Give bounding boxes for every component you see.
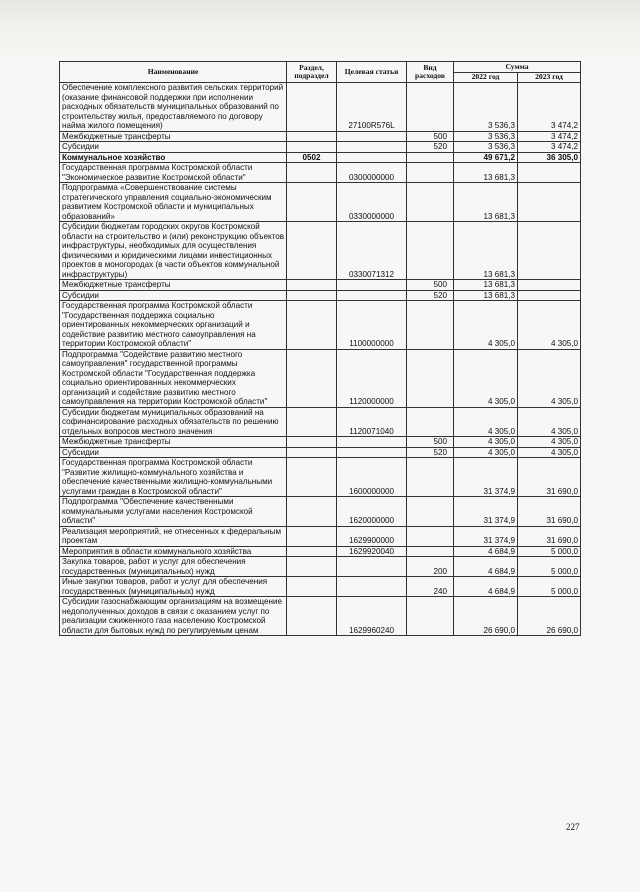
header-name: Наименование: [60, 62, 287, 83]
cell-section: [287, 557, 337, 577]
cell-section: [287, 458, 337, 497]
cell-name: Иные закупки товаров, работ и услуг для обеспечения государственных (муниципальных) нужд: [60, 577, 287, 597]
cell-target: [337, 152, 407, 163]
cell-2022: 13 681,3: [454, 163, 518, 183]
table-row: [60, 526, 581, 546]
header-expense: Вид расходов: [407, 62, 454, 83]
header-year-2023: 2023 год: [518, 73, 581, 83]
table-row: [60, 577, 581, 597]
cell-2023: 4 305,0: [518, 437, 581, 448]
cell-2023: 4 305,0: [518, 447, 581, 458]
header-year-2022: 2022 год: [454, 73, 518, 83]
cell-name: Государственная программа Костромской области "Развитие жилищно-коммунального хозяйства и обеспечение качественными жилищно-коммунальными услугами граждан в Костромской области": [60, 458, 287, 497]
cell-expense: [407, 497, 454, 527]
cell-name: Субсидии газоснабжающим организациям на возмещение недополученных доходов в связи с оказанием услуг по реализации сжиженного газа населению Костромской области для бытовых нужд по регулируемым ценам: [60, 597, 287, 636]
cell-target: 1120000000: [337, 349, 407, 407]
cell-name: Подпрограмма "Содействие развитию местного самоуправления" государственной программы Костромской области "Государственная поддержка социально ориентированных некоммерческих организаций и содействие развитию местного самоуправления на территории Костромской области": [60, 349, 287, 407]
cell-2023: 4 305,0: [518, 349, 581, 407]
cell-2023: 3 474,2: [518, 83, 581, 132]
cell-section: [287, 183, 337, 222]
cell-2022: 31 374,9: [454, 526, 518, 546]
cell-section: [287, 301, 337, 350]
cell-section: [287, 497, 337, 527]
table-row: [60, 290, 581, 301]
cell-target: 1100000000: [337, 301, 407, 350]
cell-section: [287, 577, 337, 597]
cell-expense: [407, 222, 454, 280]
cell-target: 0300000000: [337, 163, 407, 183]
cell-section: [287, 131, 337, 142]
cell-name: Субсидии: [60, 290, 287, 301]
cell-target: 27100R576L: [337, 83, 407, 132]
scan-shadow: [0, 0, 640, 60]
cell-expense: [407, 597, 454, 636]
cell-expense: [407, 152, 454, 163]
cell-name: Субсидии бюджетам муниципальных образований на софинансирование расходных обязательств по решению отдельных вопросов местного значения: [60, 407, 287, 437]
cell-section: [287, 407, 337, 437]
cell-section: [287, 526, 337, 546]
cell-2023: 4 305,0: [518, 407, 581, 437]
table-row: [60, 280, 581, 291]
budget-table: [59, 61, 581, 636]
cell-2022: 31 374,9: [454, 458, 518, 497]
cell-target: 1629900000: [337, 526, 407, 546]
cell-2023: 3 474,2: [518, 131, 581, 142]
cell-section: [287, 163, 337, 183]
cell-2022: 4 684,9: [454, 557, 518, 577]
cell-target: 1629960240: [337, 597, 407, 636]
table-body: [60, 83, 581, 636]
cell-2022: 4 305,0: [454, 437, 518, 448]
cell-name: Коммунальное хозяйство: [60, 152, 287, 163]
cell-2023: 31 690,0: [518, 526, 581, 546]
cell-target: [337, 131, 407, 142]
cell-target: 1600000000: [337, 458, 407, 497]
table-row: [60, 437, 581, 448]
cell-name: Межбюджетные трансферты: [60, 131, 287, 142]
cell-target: 1120071040: [337, 407, 407, 437]
table-row: [60, 407, 581, 437]
cell-target: [337, 142, 407, 153]
cell-expense: [407, 526, 454, 546]
cell-expense: [407, 183, 454, 222]
cell-section: [287, 546, 337, 557]
cell-2022: 13 681,3: [454, 280, 518, 291]
header-target: Целевая статья: [337, 62, 407, 83]
cell-2022: 4 305,0: [454, 447, 518, 458]
cell-2023: [518, 290, 581, 301]
cell-2022: 3 536,3: [454, 131, 518, 142]
cell-2022: 13 681,3: [454, 290, 518, 301]
cell-expense: [407, 349, 454, 407]
cell-name: Подпрограмма «Совершенствование системы стратегического управления социально-экономическим развитием Костромской области и муниципальных образований»: [60, 183, 287, 222]
cell-expense: 520: [407, 142, 454, 153]
cell-target: [337, 577, 407, 597]
cell-expense: 500: [407, 280, 454, 291]
cell-2022: 31 374,9: [454, 497, 518, 527]
cell-name: Мероприятия в области коммунального хозяйства: [60, 546, 287, 557]
table-row: [60, 183, 581, 222]
cell-target: 1629920040: [337, 546, 407, 557]
cell-2022: 26 690,0: [454, 597, 518, 636]
cell-name: Субсидии: [60, 447, 287, 458]
page-number: 227: [566, 822, 580, 832]
cell-2022: 49 671,2: [454, 152, 518, 163]
cell-2022: 4 684,9: [454, 546, 518, 557]
cell-2023: 5 000,0: [518, 557, 581, 577]
table-row: [60, 301, 581, 350]
table-row: [60, 83, 581, 132]
table-row: [60, 557, 581, 577]
cell-2022: 3 536,3: [454, 142, 518, 153]
header-section: Раздел, подраздел: [287, 62, 337, 83]
header-sum: Сумма: [454, 62, 581, 73]
cell-2023: 4 305,0: [518, 301, 581, 350]
cell-name: Обеспечение комплексного развития сельских территорий (оказание финансовой поддержки при исполнении расходных обязательств муниципальных образований по строительству жилья, предоставляемого по договору найма жилого помещения): [60, 83, 287, 132]
cell-2023: 31 690,0: [518, 497, 581, 527]
table-row: [60, 222, 581, 280]
cell-section: [287, 437, 337, 448]
cell-name: Межбюджетные трансферты: [60, 437, 287, 448]
table-row: [60, 546, 581, 557]
table-row: [60, 447, 581, 458]
cell-target: 0330071312: [337, 222, 407, 280]
cell-section: [287, 447, 337, 458]
cell-expense: [407, 458, 454, 497]
cell-section: [287, 142, 337, 153]
cell-name: Субсидии: [60, 142, 287, 153]
cell-2023: [518, 163, 581, 183]
cell-2022: 3 536,3: [454, 83, 518, 132]
cell-name: Реализация мероприятий, не отнесенных к федеральным проектам: [60, 526, 287, 546]
cell-2023: 5 000,0: [518, 577, 581, 597]
cell-2022: 4 305,0: [454, 349, 518, 407]
cell-2022: 4 684,9: [454, 577, 518, 597]
cell-expense: [407, 546, 454, 557]
cell-target: 0330000000: [337, 183, 407, 222]
table-row: [60, 142, 581, 153]
cell-expense: [407, 301, 454, 350]
cell-expense: 240: [407, 577, 454, 597]
cell-2022: 13 681,3: [454, 183, 518, 222]
table-row: [60, 152, 581, 163]
cell-expense: 500: [407, 131, 454, 142]
cell-2022: 4 305,0: [454, 407, 518, 437]
cell-name: Межбюджетные трансферты: [60, 280, 287, 291]
cell-2022: 13 681,3: [454, 222, 518, 280]
cell-section: [287, 83, 337, 132]
cell-2023: 26 690,0: [518, 597, 581, 636]
table-row: [60, 131, 581, 142]
table-row: [60, 349, 581, 407]
cell-expense: [407, 83, 454, 132]
cell-expense: [407, 407, 454, 437]
cell-target: [337, 447, 407, 458]
cell-target: [337, 557, 407, 577]
table-row: [60, 497, 581, 527]
cell-target: 1620000000: [337, 497, 407, 527]
table-row: [60, 458, 581, 497]
cell-target: [337, 290, 407, 301]
cell-section: [287, 222, 337, 280]
cell-target: [337, 280, 407, 291]
cell-2022: 4 305,0: [454, 301, 518, 350]
cell-section: [287, 290, 337, 301]
cell-section: [287, 597, 337, 636]
cell-2023: [518, 280, 581, 291]
cell-section: [287, 349, 337, 407]
cell-2023: 36 305,0: [518, 152, 581, 163]
table-row: [60, 597, 581, 636]
cell-2023: 3 474,2: [518, 142, 581, 153]
cell-2023: [518, 222, 581, 280]
cell-expense: [407, 163, 454, 183]
cell-name: Государственная программа Костромской области "Государственная поддержка социально ориентированных некоммерческих организаций и содействие развитию местного самоуправления на территории Костромской области": [60, 301, 287, 350]
cell-section: 0502: [287, 152, 337, 163]
cell-expense: 500: [407, 437, 454, 448]
cell-2023: 31 690,0: [518, 458, 581, 497]
cell-2023: 5 000,0: [518, 546, 581, 557]
cell-section: [287, 280, 337, 291]
cell-expense: 520: [407, 447, 454, 458]
cell-name: Закупка товаров, работ и услуг для обеспечения государственных (муниципальных) нужд: [60, 557, 287, 577]
cell-name: Субсидии бюджетам городских округов Костромской области на строительство и (или) реконструкцию объектов инфраструктуры, необходимых для осуществления физическими и юридическими лицами инвестиционных проектов в моногородах (в части объектов коммунальной инфраструктуры): [60, 222, 287, 280]
cell-2023: [518, 183, 581, 222]
cell-target: [337, 437, 407, 448]
cell-name: Государственная программа Костромской области "Экономическое развитие Костромской области": [60, 163, 287, 183]
cell-name: Подпрограмма "Обеспечение качественными коммунальными услугами населения Костромской области": [60, 497, 287, 527]
table-row: [60, 163, 581, 183]
cell-expense: 520: [407, 290, 454, 301]
cell-expense: 200: [407, 557, 454, 577]
